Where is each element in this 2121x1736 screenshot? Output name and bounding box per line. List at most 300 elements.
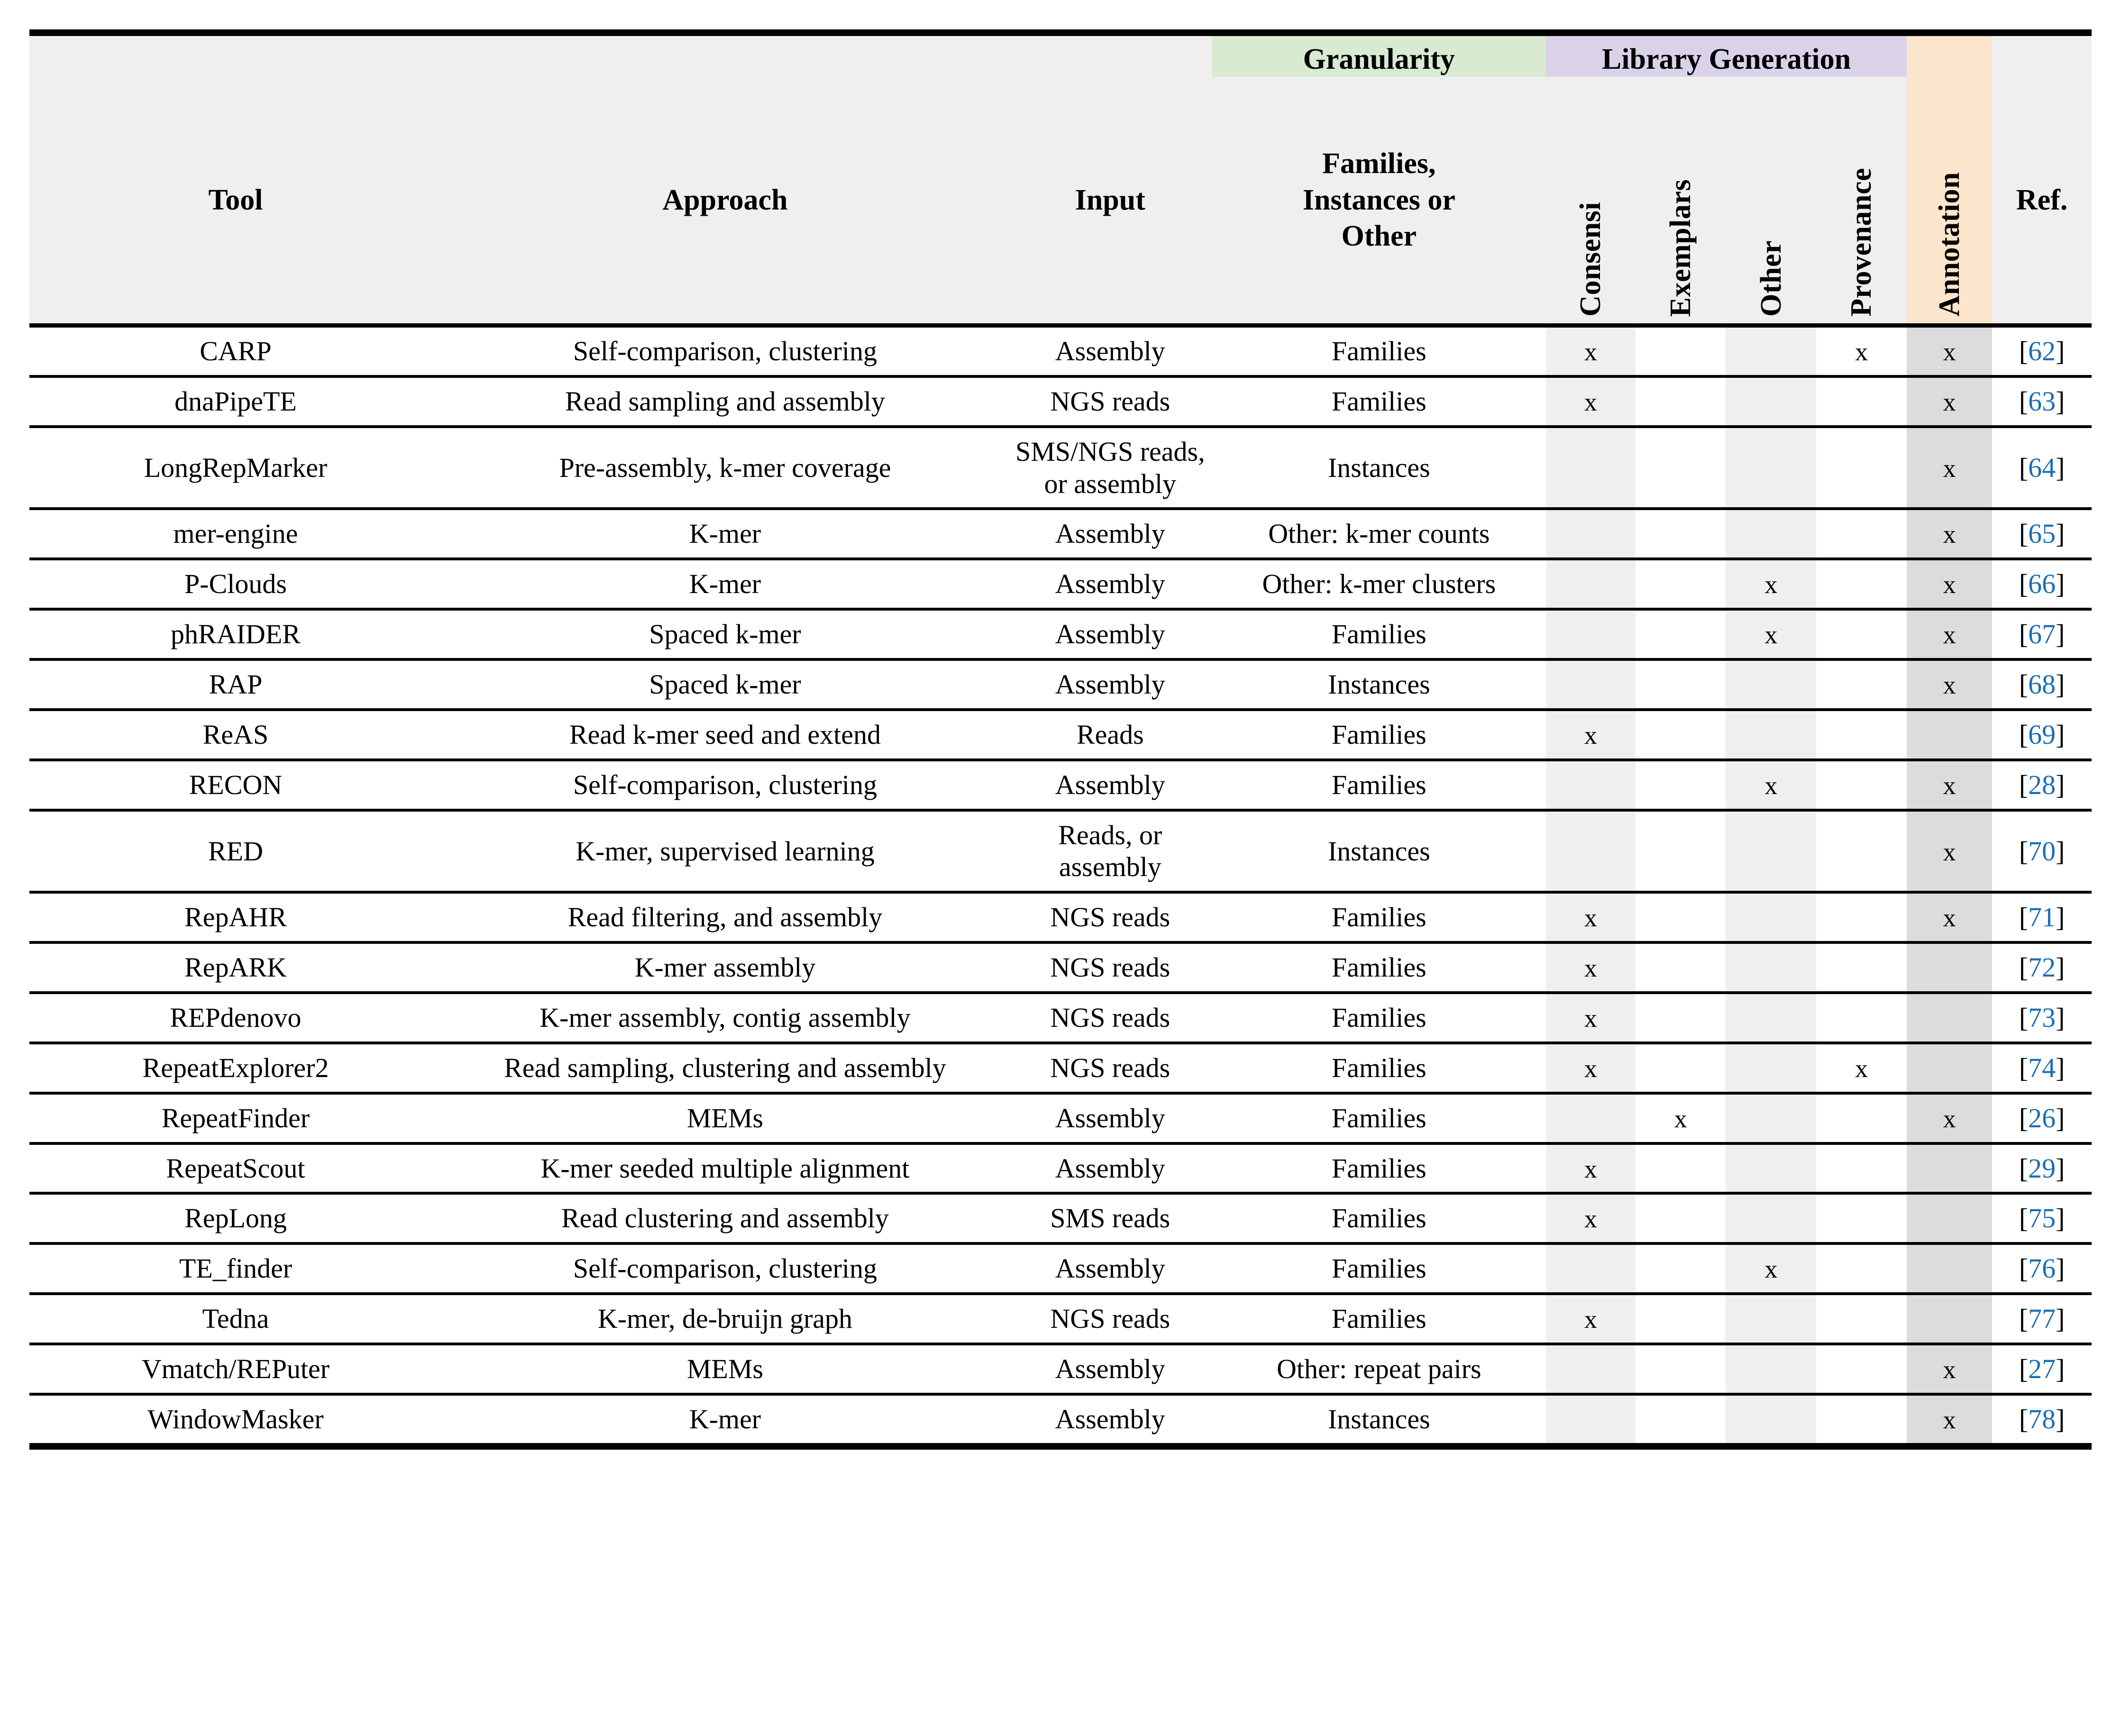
cell-exemplars	[1636, 1243, 1726, 1294]
cell-exemplars	[1636, 1143, 1726, 1194]
cell-approach: MEMs	[442, 1093, 1008, 1143]
cell-other	[1726, 1344, 1816, 1394]
table-row	[29, 659, 2092, 710]
col-header-annotation-label: Annotation	[1933, 172, 1966, 317]
reference-bracket-close: ]	[2056, 719, 2065, 750]
cell-approach: Read sampling and assembly	[442, 376, 1008, 427]
cell-reference[interactable]	[1992, 326, 2092, 376]
reference-bracket-close: ]	[2056, 619, 2065, 650]
cell-reference[interactable]	[1992, 1394, 2092, 1446]
reference-bracket-close: ]	[2056, 1303, 2065, 1334]
reference-bracket-open: [	[2019, 619, 2029, 650]
cell-reference[interactable]	[1992, 1243, 2092, 1294]
cell-provenance	[1816, 1193, 1907, 1243]
cell-granularity: Other: k-mer counts	[1212, 509, 1546, 559]
cell-approach: Read clustering and assembly	[442, 1193, 1008, 1243]
cell-consensi	[1546, 710, 1636, 760]
table-row	[29, 1193, 2092, 1243]
reference-number[interactable]: 66	[2028, 568, 2056, 600]
table-row	[29, 1043, 2092, 1093]
reference-number[interactable]: 73	[2028, 1002, 2056, 1033]
cell-other	[1726, 810, 1816, 893]
reference-bracket-close: ]	[2056, 669, 2065, 700]
cell-provenance	[1816, 559, 1907, 609]
cell-tool: RepeatScout	[29, 1143, 442, 1194]
cell-reference[interactable]	[1992, 1093, 2092, 1143]
cell-annotation	[1907, 1394, 1992, 1446]
cell-other	[1726, 1394, 1816, 1446]
cell-tool: CARP	[29, 326, 442, 376]
cell-tool: REPdenovo	[29, 993, 442, 1043]
check-mark: x	[1943, 454, 1956, 483]
check-mark: x	[1764, 570, 1778, 599]
cell-provenance	[1816, 892, 1907, 942]
reference-bracket-open: [	[2019, 835, 2029, 867]
cell-annotation	[1907, 659, 1992, 710]
cell-other	[1726, 993, 1816, 1043]
table-row	[29, 810, 2092, 893]
reference-number[interactable]: 62	[2028, 336, 2056, 366]
col-header-provenance	[1816, 77, 1907, 326]
reference-number[interactable]: 27	[2028, 1353, 2056, 1385]
reference-bracket-close: ]	[2056, 385, 2065, 417]
cell-provenance	[1816, 1043, 1907, 1093]
cell-other	[1726, 609, 1816, 659]
col-header-other-label: Other	[1755, 240, 1787, 317]
cell-exemplars	[1636, 1193, 1726, 1243]
col-header-exemplars-label: Exemplars	[1664, 179, 1697, 317]
cell-reference[interactable]	[1992, 427, 2092, 509]
table-row	[29, 710, 2092, 760]
reference-citation[interactable]	[2019, 619, 2065, 649]
table-header	[29, 33, 2092, 326]
cell-consensi	[1546, 942, 1636, 993]
cell-approach: K-mer assembly	[442, 942, 1008, 993]
cell-granularity: Families	[1212, 710, 1546, 760]
cell-granularity: Families	[1212, 376, 1546, 427]
table-row	[29, 1243, 2092, 1294]
cell-annotation	[1907, 509, 1992, 559]
cell-granularity: Families	[1212, 892, 1546, 942]
cell-annotation	[1907, 942, 1992, 993]
table-row	[29, 376, 2092, 427]
cell-provenance	[1816, 1093, 1907, 1143]
cell-reference[interactable]	[1992, 1294, 2092, 1344]
reference-bracket-close: ]	[2056, 1403, 2065, 1434]
cell-input: NGS reads	[1008, 892, 1212, 942]
cell-consensi	[1546, 760, 1636, 810]
cell-input: NGS reads	[1008, 942, 1212, 993]
col-header-tool: Tool	[29, 77, 442, 326]
band-library-generation: Library Generation	[1546, 33, 1907, 77]
check-mark: x	[1943, 904, 1956, 932]
cell-input: Assembly	[1008, 1143, 1212, 1194]
cell-tool: TE_finder	[29, 1243, 442, 1294]
check-mark: x	[1943, 387, 1956, 416]
check-mark: x	[1943, 338, 1956, 366]
cell-annotation	[1907, 1093, 1992, 1143]
col-header-exemplars	[1636, 77, 1726, 326]
reference-citation[interactable]	[2019, 669, 2065, 700]
cell-exemplars	[1636, 376, 1726, 427]
reference-bracket-close: ]	[2056, 1152, 2065, 1184]
cell-reference[interactable]	[1992, 376, 2092, 427]
reference-bracket-close: ]	[2056, 952, 2065, 983]
cell-reference[interactable]	[1992, 942, 2092, 993]
cell-consensi	[1546, 1344, 1636, 1394]
reference-citation[interactable]	[2019, 568, 2065, 599]
reference-bracket-close: ]	[2056, 452, 2065, 483]
reference-number[interactable]: 74	[2028, 1052, 2056, 1083]
band-spacer	[1008, 33, 1212, 77]
cell-annotation	[1907, 427, 1992, 509]
cell-exemplars	[1636, 1043, 1726, 1093]
reference-number[interactable]: 70	[2028, 835, 2056, 867]
cell-annotation	[1907, 559, 1992, 609]
check-mark: x	[1943, 520, 1956, 549]
check-mark: x	[1855, 338, 1868, 366]
cell-tool: RepARK	[29, 942, 442, 993]
check-mark: x	[1855, 1054, 1868, 1083]
cell-tool: WindowMasker	[29, 1394, 442, 1446]
reference-citation[interactable]	[2019, 952, 2065, 983]
check-mark: x	[1584, 338, 1597, 366]
reference-number[interactable]: 76	[2028, 1253, 2056, 1284]
cell-exemplars	[1636, 810, 1726, 893]
cell-other	[1726, 427, 1816, 509]
cell-approach: Read filtering, and assembly	[442, 892, 1008, 942]
reference-bracket-open: [	[2019, 902, 2029, 933]
cell-reference[interactable]	[1992, 1193, 2092, 1243]
cell-input: Assembly	[1008, 326, 1212, 376]
cell-consensi	[1546, 1243, 1636, 1294]
cell-other	[1726, 509, 1816, 559]
table-row	[29, 760, 2092, 810]
cell-annotation	[1907, 1344, 1992, 1394]
reference-bracket-open: [	[2019, 385, 2029, 417]
cell-reference[interactable]	[1992, 1143, 2092, 1194]
col-header-consensi	[1546, 77, 1636, 326]
cell-input: NGS reads	[1008, 1294, 1212, 1344]
cell-consensi	[1546, 1394, 1636, 1446]
reference-number[interactable]: 63	[2028, 385, 2056, 417]
cell-exemplars	[1636, 509, 1726, 559]
reference-bracket-close: ]	[2056, 1253, 2065, 1284]
cell-input: Assembly	[1008, 659, 1212, 710]
cell-approach: K-mer, supervised learning	[442, 810, 1008, 893]
cell-provenance	[1816, 609, 1907, 659]
cell-reference[interactable]	[1992, 993, 2092, 1043]
reference-citation[interactable]	[2019, 902, 2065, 932]
cell-annotation	[1907, 1143, 1992, 1194]
cell-consensi	[1546, 1093, 1636, 1143]
cell-reference[interactable]	[1992, 810, 2092, 893]
cell-annotation	[1907, 810, 1992, 893]
cell-exemplars	[1636, 942, 1726, 993]
reference-bracket-open: [	[2019, 769, 2029, 800]
table-row	[29, 892, 2092, 942]
cell-other	[1726, 1043, 1816, 1093]
cell-annotation	[1907, 710, 1992, 760]
check-mark: x	[1584, 1054, 1597, 1083]
cell-other	[1726, 1193, 1816, 1243]
table-row	[29, 993, 2092, 1043]
cell-annotation	[1907, 760, 1992, 810]
reference-number[interactable]: 72	[2028, 952, 2056, 983]
cell-exemplars	[1636, 710, 1726, 760]
reference-number[interactable]: 68	[2028, 669, 2056, 700]
cell-granularity: Instances	[1212, 427, 1546, 509]
cell-granularity: Instances	[1212, 659, 1546, 710]
cell-provenance	[1816, 1294, 1907, 1344]
table-row	[29, 1093, 2092, 1143]
reference-bracket-open: [	[2019, 1303, 2029, 1334]
cell-tool: ReAS	[29, 710, 442, 760]
reference-bracket-open: [	[2019, 1353, 2029, 1385]
reference-citation[interactable]	[2019, 1353, 2065, 1384]
band-granularity: Granularity	[1212, 33, 1546, 77]
reference-number[interactable]: 65	[2028, 518, 2056, 549]
band-header-row	[29, 33, 2092, 77]
cell-consensi	[1546, 1294, 1636, 1344]
reference-citation[interactable]	[2019, 1002, 2065, 1033]
cell-tool: RepAHR	[29, 892, 442, 942]
cell-approach: K-mer, de-bruijn graph	[442, 1294, 1008, 1344]
reference-bracket-open: [	[2019, 1052, 2029, 1083]
reference-number[interactable]: 26	[2028, 1102, 2056, 1133]
reference-citation[interactable]	[2019, 336, 2065, 366]
cell-approach: Self-comparison, clustering	[442, 1243, 1008, 1294]
cell-other	[1726, 1243, 1816, 1294]
cell-exemplars	[1636, 1093, 1726, 1143]
cell-input: SMS reads	[1008, 1193, 1212, 1243]
cell-other	[1726, 376, 1816, 427]
cell-approach: Read k-mer seed and extend	[442, 710, 1008, 760]
reference-bracket-open: [	[2019, 719, 2029, 750]
cell-granularity: Families	[1212, 609, 1546, 659]
col-header-consensi-label: Consensi	[1574, 202, 1607, 317]
reference-number[interactable]: 71	[2028, 902, 2056, 933]
cell-reference[interactable]	[1992, 1043, 2092, 1093]
cell-granularity: Other: k-mer clusters	[1212, 559, 1546, 609]
cell-granularity: Families	[1212, 1243, 1546, 1294]
reference-bracket-close: ]	[2056, 1203, 2065, 1234]
cell-input: Assembly	[1008, 1344, 1212, 1394]
table-row	[29, 1394, 2092, 1446]
check-mark: x	[1943, 837, 1956, 866]
table-row	[29, 326, 2092, 376]
reference-citation[interactable]	[2019, 719, 2065, 750]
cell-reference[interactable]	[1992, 659, 2092, 710]
cell-input: Assembly	[1008, 609, 1212, 659]
check-mark: x	[1764, 621, 1778, 649]
cell-approach: MEMs	[442, 1344, 1008, 1394]
cell-input: SMS/NGS reads, or assembly	[1008, 427, 1212, 509]
cell-reference[interactable]	[1992, 710, 2092, 760]
reference-citation[interactable]	[2019, 518, 2065, 549]
cell-tool: RAP	[29, 659, 442, 710]
reference-bracket-close: ]	[2056, 336, 2065, 366]
reference-citation[interactable]	[2019, 1404, 2065, 1434]
cell-provenance	[1816, 760, 1907, 810]
granularity-header-line1: Families,	[1322, 147, 1436, 180]
cell-provenance	[1816, 376, 1907, 427]
check-mark: x	[1943, 570, 1956, 599]
cell-input: Assembly	[1008, 1394, 1212, 1446]
cell-other	[1726, 1093, 1816, 1143]
cell-reference[interactable]	[1992, 609, 2092, 659]
col-header-input: Input	[1008, 77, 1212, 326]
cell-input: Assembly	[1008, 1093, 1212, 1143]
reference-citation[interactable]	[2019, 836, 2065, 867]
reference-bracket-open: [	[2019, 1403, 2029, 1434]
reference-citation[interactable]	[2019, 1203, 2065, 1233]
band-annotation-spacer	[1907, 33, 1992, 77]
cell-tool: mer-engine	[29, 509, 442, 559]
cell-reference[interactable]	[1992, 892, 2092, 942]
band-spacer	[29, 33, 442, 77]
table-row	[29, 509, 2092, 559]
cell-reference[interactable]	[1992, 1344, 2092, 1394]
col-header-granularity	[1212, 77, 1546, 326]
cell-granularity: Families	[1212, 993, 1546, 1043]
cell-annotation	[1907, 326, 1992, 376]
check-mark: x	[1764, 1255, 1778, 1284]
cell-reference[interactable]	[1992, 559, 2092, 609]
reference-citation[interactable]	[2019, 1153, 2065, 1184]
reference-bracket-close: ]	[2056, 769, 2065, 800]
reference-citation[interactable]	[2019, 386, 2065, 417]
reference-citation[interactable]	[2019, 1103, 2065, 1133]
reference-number[interactable]: 75	[2028, 1203, 2056, 1234]
cell-approach: K-mer assembly, contig assembly	[442, 993, 1008, 1043]
cell-approach: K-mer	[442, 509, 1008, 559]
cell-provenance	[1816, 326, 1907, 376]
cell-tool: P-Clouds	[29, 559, 442, 609]
cell-input: Reads, or assembly	[1008, 810, 1212, 893]
check-mark: x	[1674, 1104, 1687, 1133]
cell-consensi	[1546, 1043, 1636, 1093]
cell-annotation	[1907, 993, 1992, 1043]
reference-bracket-open: [	[2019, 952, 2029, 983]
check-mark: x	[1943, 671, 1956, 700]
check-mark: x	[1943, 771, 1956, 800]
cell-input: Reads	[1008, 710, 1212, 760]
cell-other	[1726, 559, 1816, 609]
cell-consensi	[1546, 326, 1636, 376]
col-header-other	[1726, 77, 1816, 326]
check-mark: x	[1584, 904, 1597, 932]
reference-number[interactable]: 78	[2028, 1403, 2056, 1434]
col-header-ref: Ref.	[1992, 77, 2092, 326]
cell-tool: Vmatch/REPuter	[29, 1344, 442, 1394]
cell-provenance	[1816, 509, 1907, 559]
cell-granularity: Families	[1212, 1143, 1546, 1194]
cell-approach: Spaced k-mer	[442, 609, 1008, 659]
cell-tool: RepeatFinder	[29, 1093, 442, 1143]
reference-citation[interactable]	[2019, 1253, 2065, 1284]
reference-bracket-close: ]	[2056, 518, 2065, 549]
col-header-approach: Approach	[442, 77, 1008, 326]
cell-provenance	[1816, 1344, 1907, 1394]
cell-granularity: Families	[1212, 1193, 1546, 1243]
cell-provenance	[1816, 710, 1907, 760]
cell-provenance	[1816, 427, 1907, 509]
check-mark: x	[1764, 771, 1778, 800]
cell-reference[interactable]	[1992, 760, 2092, 810]
cell-exemplars	[1636, 1394, 1726, 1446]
col-header-annotation	[1907, 77, 1992, 326]
tool-comparison-table	[29, 29, 2092, 1450]
cell-consensi	[1546, 892, 1636, 942]
cell-reference[interactable]	[1992, 509, 2092, 559]
reference-number[interactable]: 77	[2028, 1303, 2056, 1334]
reference-citation[interactable]	[2019, 769, 2065, 800]
cell-input: Assembly	[1008, 1243, 1212, 1294]
cell-input: NGS reads	[1008, 1043, 1212, 1093]
cell-annotation	[1907, 1294, 1992, 1344]
band-spacer	[442, 33, 1008, 77]
cell-approach: Read sampling, clustering and assembly	[442, 1043, 1008, 1093]
cell-tool: RepLong	[29, 1193, 442, 1243]
table-row	[29, 559, 2092, 609]
reference-number[interactable]: 28	[2028, 769, 2056, 800]
reference-bracket-open: [	[2019, 1253, 2029, 1284]
column-header-row	[29, 77, 2092, 326]
granularity-header-line3: Other	[1341, 220, 1417, 253]
reference-citation[interactable]	[2019, 1303, 2065, 1334]
table-row	[29, 1344, 2092, 1394]
cell-tool: phRAIDER	[29, 609, 442, 659]
reference-bracket-open: [	[2019, 452, 2029, 483]
cell-annotation	[1907, 609, 1992, 659]
cell-exemplars	[1636, 993, 1726, 1043]
check-mark: x	[1584, 1004, 1597, 1033]
cell-exemplars	[1636, 1294, 1726, 1344]
reference-citation[interactable]	[2019, 1052, 2065, 1083]
reference-number[interactable]: 29	[2028, 1152, 2056, 1184]
cell-other	[1726, 760, 1816, 810]
reference-number[interactable]: 69	[2028, 719, 2056, 750]
cell-other	[1726, 942, 1816, 993]
cell-consensi	[1546, 376, 1636, 427]
band-spacer	[1992, 33, 2092, 77]
table-row	[29, 942, 2092, 993]
reference-bracket-close: ]	[2056, 835, 2065, 867]
reference-number[interactable]: 64	[2028, 452, 2056, 483]
reference-number[interactable]: 67	[2028, 619, 2056, 650]
cell-consensi	[1546, 1193, 1636, 1243]
cell-annotation	[1907, 1043, 1992, 1093]
table-row	[29, 427, 2092, 509]
cell-granularity: Families	[1212, 1043, 1546, 1093]
cell-input: Assembly	[1008, 559, 1212, 609]
cell-granularity: Families	[1212, 760, 1546, 810]
cell-provenance	[1816, 993, 1907, 1043]
check-mark: x	[1584, 1305, 1597, 1334]
reference-citation[interactable]	[2019, 452, 2065, 483]
reference-bracket-open: [	[2019, 568, 2029, 600]
reference-bracket-open: [	[2019, 518, 2029, 549]
cell-provenance	[1816, 1394, 1907, 1446]
cell-granularity: Families	[1212, 1294, 1546, 1344]
table-row	[29, 1294, 2092, 1344]
reference-bracket-open: [	[2019, 1102, 2029, 1133]
cell-consensi	[1546, 1143, 1636, 1194]
cell-other	[1726, 892, 1816, 942]
cell-consensi	[1546, 659, 1636, 710]
cell-exemplars	[1636, 609, 1726, 659]
